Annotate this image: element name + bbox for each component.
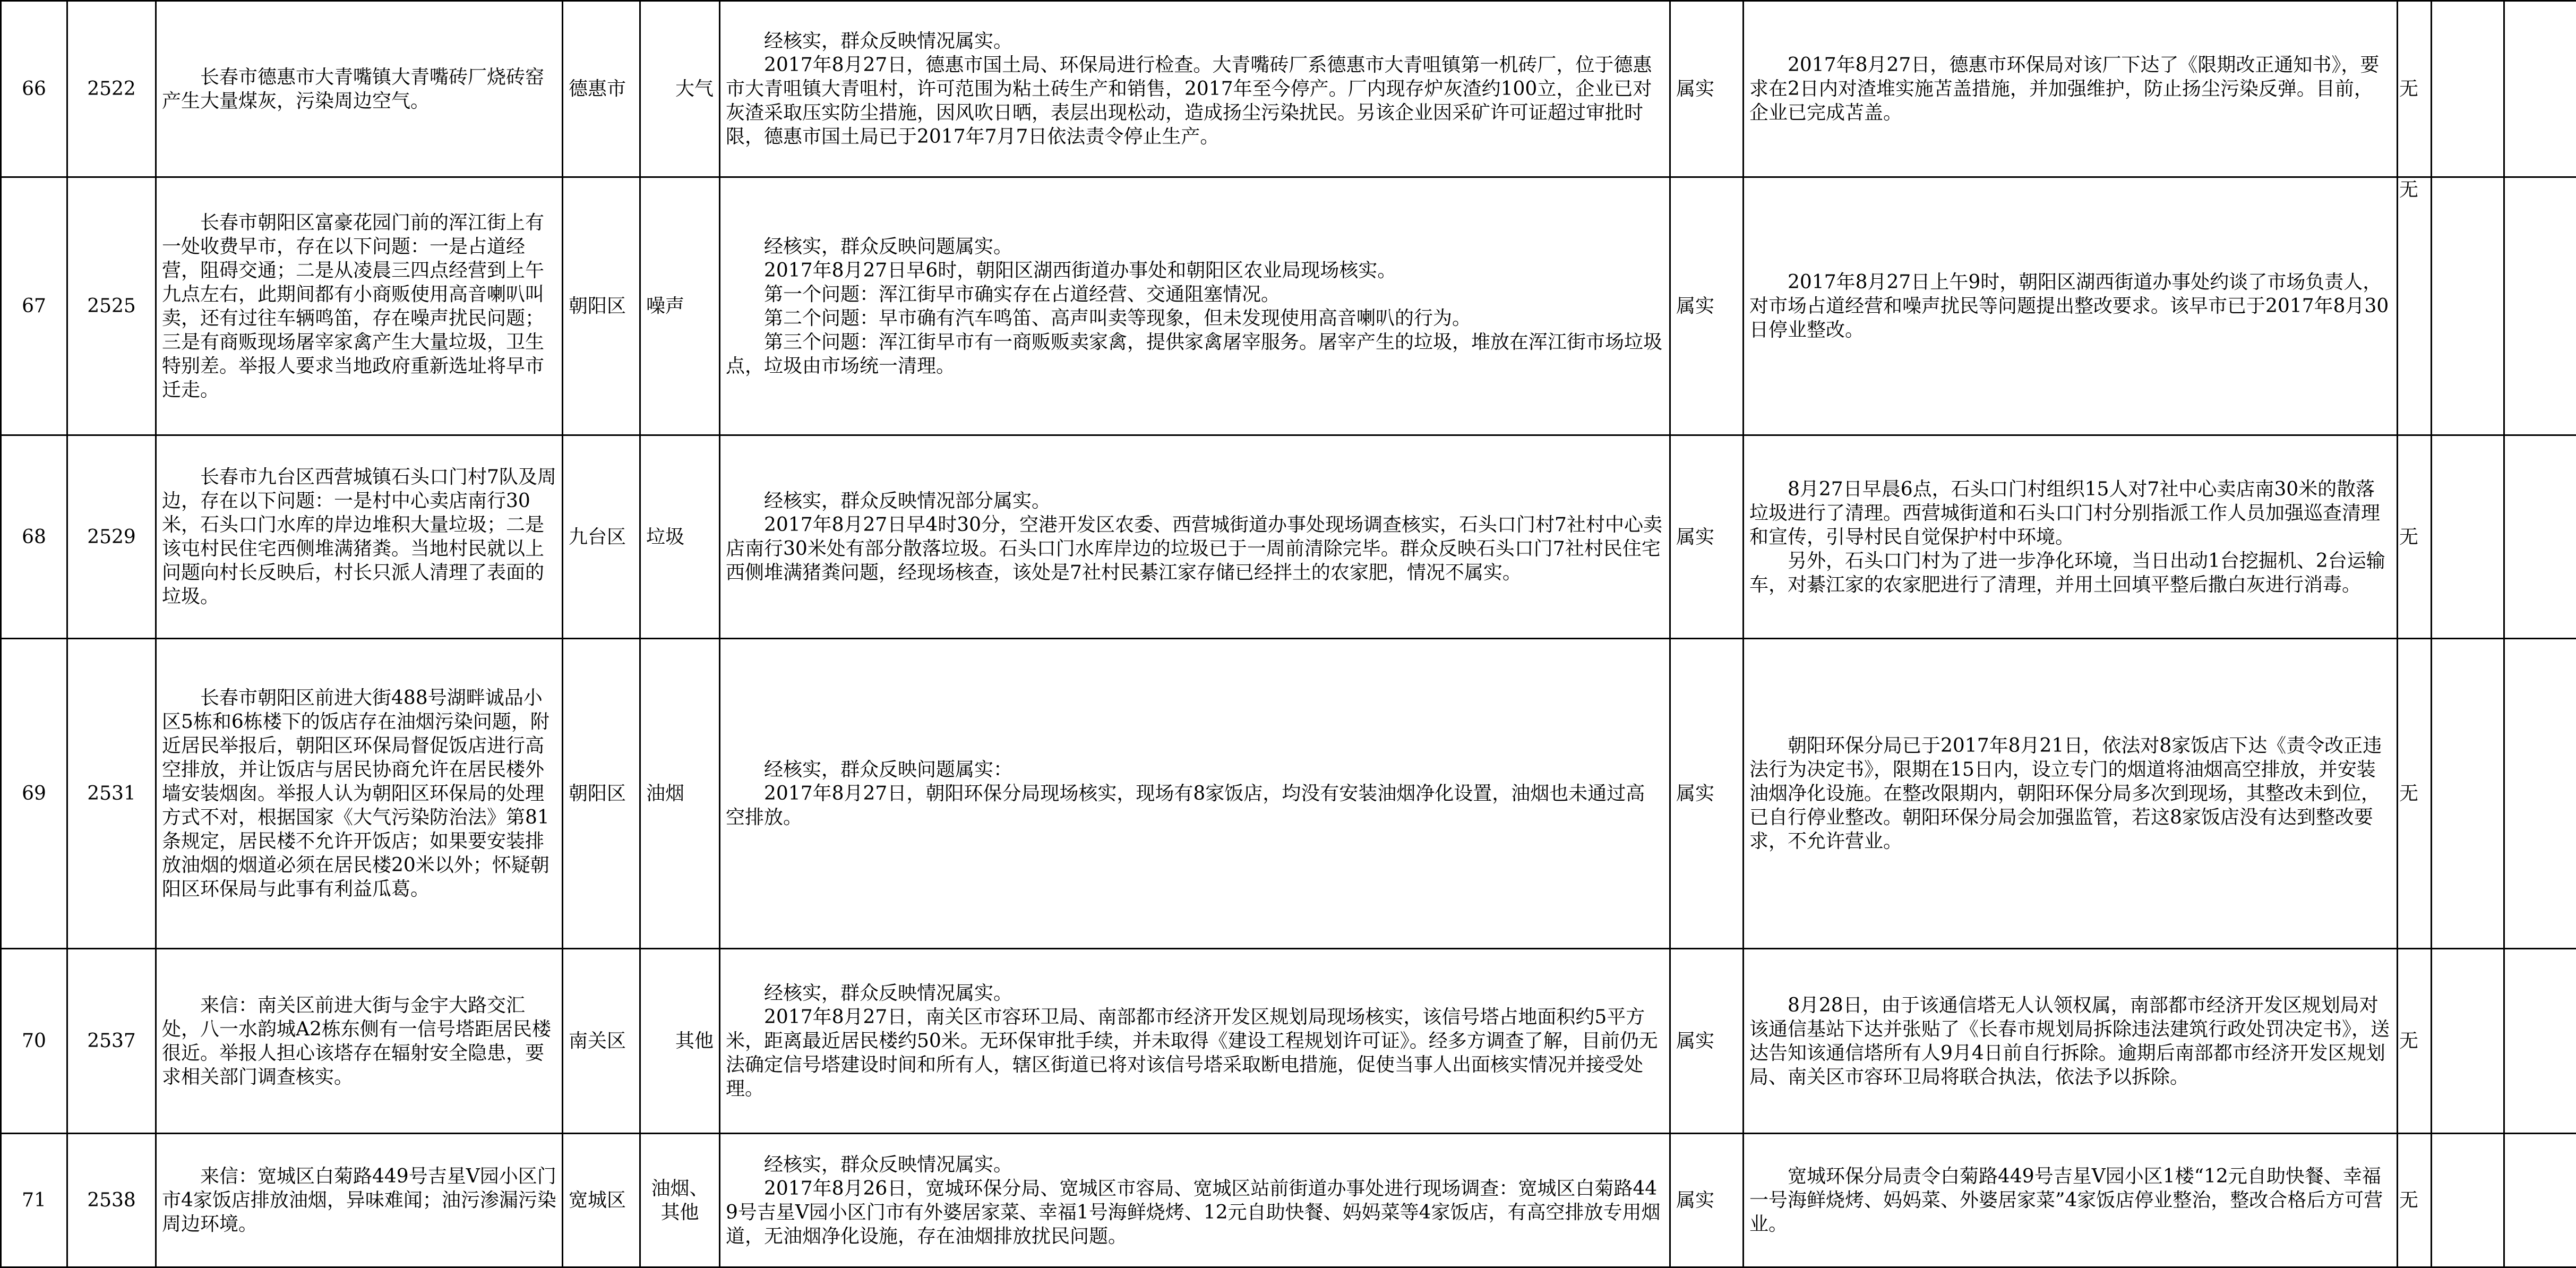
- handling-text: 朝阳环保分局已于2017年8月21日，依法对8家饭店下达《责令改正违法行为决定书》，限期在15日内，设立专门的烟道将油烟高空排放，并安装油烟净化设施。在整改限期内，朝阳环保分局多次到现场，其整改未到位，已自行停业整改。朝阳环保分局会加强监管，若这8家饭店没有达到整改要求，不允许营业。: [1744, 639, 2398, 949]
- blank-cell: [2432, 435, 2504, 639]
- row-number: 71: [1, 1134, 67, 1267]
- district: 朝阳区: [563, 177, 640, 435]
- blank-cell: [2504, 639, 2576, 949]
- district: 宽城区: [563, 1134, 640, 1267]
- verification-text: 经核实，群众反映情况部分属实。 2017年8月27日早4时30分，空港开发区农委、西营城街道办事处现场调查核实，石头口门村7社村中心卖店南行30米处有部分散落垃圾。石头口门水库岸边的垃圾已于一周前清除完毕。群众反映石头口门7社村民住宅西侧堆满猪粪问题，经现场核查，该处是7社村民綦江家存储已经拌土的农家肥，情况不属实。: [720, 435, 1670, 639]
- case-id: 2522: [67, 1, 156, 177]
- blank-cell: [2432, 1, 2504, 177]
- pollution-category: 油烟、其他: [640, 1134, 720, 1267]
- handling-text: 2017年8月27日，德惠市环保局对该厂下达了《限期改正通知书》，要求在2日内对渣堆实施苫盖措施，并加强维护，防止扬尘污染反弹。目前，企业已完成苫盖。: [1744, 1, 2398, 177]
- row-number: 70: [1, 949, 67, 1134]
- accountability: 无: [2398, 1134, 2432, 1267]
- handling-text: 8月27日早晨6点，石头口门村组织15人对7社中心卖店南30米的散落垃圾进行了清理。西营城街道和石头口门村分别指派工作人员加强巡查清理和宣传，引导村民自觉保护村中环境。 另外，石头口门村为了进一步净化环境，当日出动1台挖掘机、2台运输车，对綦江家的农家肥进行了清理，并用土回填平整后撒白灰进行消毒。: [1744, 435, 2398, 639]
- case-id: 2538: [67, 1134, 156, 1267]
- verification-status: 属实: [1670, 177, 1744, 435]
- district: 南关区: [563, 949, 640, 1134]
- district: 九台区: [563, 435, 640, 639]
- pollution-category: 其他: [640, 949, 720, 1134]
- complaint-text: 长春市朝阳区前进大街488号湖畔诚品小区5栋和6栋楼下的饭店存在油烟污染问题，附近居民举报后，朝阳区环保局督促饭店进行高空排放，并让饭店与居民协商允许在居民楼外墙安装烟囱。举报人认为朝阳区环保局的处理方式不对，根据国家《大气污染防治法》第81条规定，居民楼不允许开饭店；如果要安装排放油烟的烟道必须在居民楼20米以外；怀疑朝阳区环保局与此事有利益瓜葛。: [156, 639, 563, 949]
- blank-cell: [2432, 1134, 2504, 1267]
- blank-cell: [2504, 1134, 2576, 1267]
- case-id: 2537: [67, 949, 156, 1134]
- verification-status: 属实: [1670, 435, 1744, 639]
- case-id: 2529: [67, 435, 156, 639]
- blank-cell: [2504, 1, 2576, 177]
- pollution-category: 油烟: [640, 639, 720, 949]
- complaint-text: 长春市九台区西营城镇石头口门村7队及周边，存在以下问题：一是村中心卖店南行30米，石头口门水库的岸边堆积大量垃圾；二是该屯村民住宅西侧堆满猪粪。当地村民就以上问题向村长反映后，村长只派人清理了表面的垃圾。: [156, 435, 563, 639]
- blank-cell: [2504, 435, 2576, 639]
- handling-text: 8月28日，由于该通信塔无人认领权属，南部都市经济开发区规划局对该通信基站下达并张贴了《长春市规划局拆除违法建筑行政处罚决定书》，送达告知该通信塔所有人9月4日前自行拆除。逾期后南部都市经济开发区规划局、南关区市容环卫局将联合执法，依法予以拆除。: [1744, 949, 2398, 1134]
- verification-text: 经核实，群众反映问题属实： 2017年8月27日，朝阳环保分局现场核实，现场有8家饭店，均没有安装油烟净化设置，油烟也未通过高空排放。: [720, 639, 1670, 949]
- blank-cell: [2504, 949, 2576, 1134]
- blank-cell: [2504, 177, 2576, 435]
- verification-text: 经核实，群众反映情况属实。 2017年8月27日，南关区市容环卫局、南部都市经济开发区规划局现场核实，该信号塔占地面积约5平方米，距离最近居民楼约50米。无环保审批手续，并未取得《建设工程规划许可证》。经多方调查了解，目前仍无法确定信号塔建设时间和所有人，辖区街道已将对该信号塔采取断电措施，促使当事人出面核实情况并接受处理。: [720, 949, 1670, 1134]
- accountability: 无: [2398, 949, 2432, 1134]
- handling-text: 宽城环保分局责令白菊路449号吉星V园小区1楼“12元自助快餐、幸福一号海鲜烧烤、妈妈菜、外婆居家菜”4家饭店停业整治，整改合格后方可营业。: [1744, 1134, 2398, 1267]
- row-number: 68: [1, 435, 67, 639]
- verification-status: 属实: [1670, 1, 1744, 177]
- accountability: 无: [2398, 639, 2432, 949]
- case-id: 2525: [67, 177, 156, 435]
- row-number: 69: [1, 639, 67, 949]
- blank-cell: [2432, 639, 2504, 949]
- table-row: [1, 435, 2576, 639]
- blank-cell: [2432, 949, 2504, 1134]
- accountability: 无: [2398, 177, 2432, 435]
- table-row: [1, 1134, 2576, 1267]
- verification-status: 属实: [1670, 639, 1744, 949]
- accountability: 无: [2398, 435, 2432, 639]
- verification-text: 经核实，群众反映问题属实。 2017年8月27日早6时，朝阳区湖西街道办事处和朝阳区农业局现场核实。 第一个问题：浑江街早市确实存在占道经营、交通阻塞情况。 第二个问题：早市确有汽车鸣笛、高声叫卖等现象，但未发现使用高音喇叭的行为。 第三个问题：浑江街早市有一商贩贩卖家禽，提供家禽屠宰服务。屠宰产生的垃圾，堆放在浑江街市场垃圾点，垃圾由市场统一清理。: [720, 177, 1670, 435]
- verification-text: 经核实，群众反映情况属实。 2017年8月27日，德惠市国土局、环保局进行检查。大青嘴砖厂系德惠市大青咀镇第一机砖厂，位于德惠市大青咀镇大青咀村，许可范围为粘土砖生产和销售，2017年至今停产。厂内现存炉灰渣约100立，企业已对灰渣采取压实防尘措施，因风吹日晒，表层出现松动，造成扬尘污染扰民。另该企业因采矿许可证超过审批时限，德惠市国土局已于2017年7月7日依法责令停止生产。: [720, 1, 1670, 177]
- complaint-text: 长春市德惠市大青嘴镇大青嘴砖厂烧砖窑产生大量煤灰，污染周边空气。: [156, 1, 563, 177]
- case-id: 2531: [67, 639, 156, 949]
- handling-text: 2017年8月27日上午9时，朝阳区湖西街道办事处约谈了市场负责人，对市场占道经营和噪声扰民等问题提出整改要求。该早市已于2017年8月30日停业整改。: [1744, 177, 2398, 435]
- verification-status: 属实: [1670, 1134, 1744, 1267]
- row-number: 67: [1, 177, 67, 435]
- pollution-category: 大气: [640, 1, 720, 177]
- blank-cell: [2432, 177, 2504, 435]
- complaint-text: 来信：宽城区白菊路449号吉星V园小区门市4家饭店排放油烟，异味难闻；油污渗漏污染周边环境。: [156, 1134, 563, 1267]
- district: 德惠市: [563, 1, 640, 177]
- verification-status: 属实: [1670, 949, 1744, 1134]
- pollution-category: 垃圾: [640, 435, 720, 639]
- pollution-category: 噪声: [640, 177, 720, 435]
- verification-text: 经核实，群众反映情况属实。 2017年8月26日，宽城环保分局、宽城区市容局、宽城区站前街道办事处进行现场调查：宽城区白菊路449号吉星V园小区门市有外婆居家菜、幸福1号海鲜烧烤、12元自助快餐、妈妈菜等4家饭店，有高空排放专用烟道，无油烟净化设施，存在油烟排放扰民问题。: [720, 1134, 1670, 1267]
- table-row: [1, 949, 2576, 1134]
- district: 朝阳区: [563, 639, 640, 949]
- row-number: 66: [1, 1, 67, 177]
- accountability: 无: [2398, 1, 2432, 177]
- table-row: [1, 177, 2576, 435]
- complaint-text: 来信：南关区前进大街与金宇大路交汇处，八一水韵城A2栋东侧有一信号塔距居民楼很近。举报人担心该塔存在辐射安全隐患，要求相关部门调查核实。: [156, 949, 563, 1134]
- table-row: [1, 1, 2576, 177]
- table-row: [1, 639, 2576, 949]
- complaint-text: 长春市朝阳区富豪花园门前的浑江街上有一处收费早市，存在以下问题：一是占道经营，阻碍交通；二是从凌晨三四点经营到上午九点左右，此期间都有小商贩使用高音喇叭叫卖，还有过往车辆鸣笛，存在噪声扰民问题；三是有商贩现场屠宰家禽产生大量垃圾，卫生特别差。举报人要求当地政府重新选址将早市迁走。: [156, 177, 563, 435]
